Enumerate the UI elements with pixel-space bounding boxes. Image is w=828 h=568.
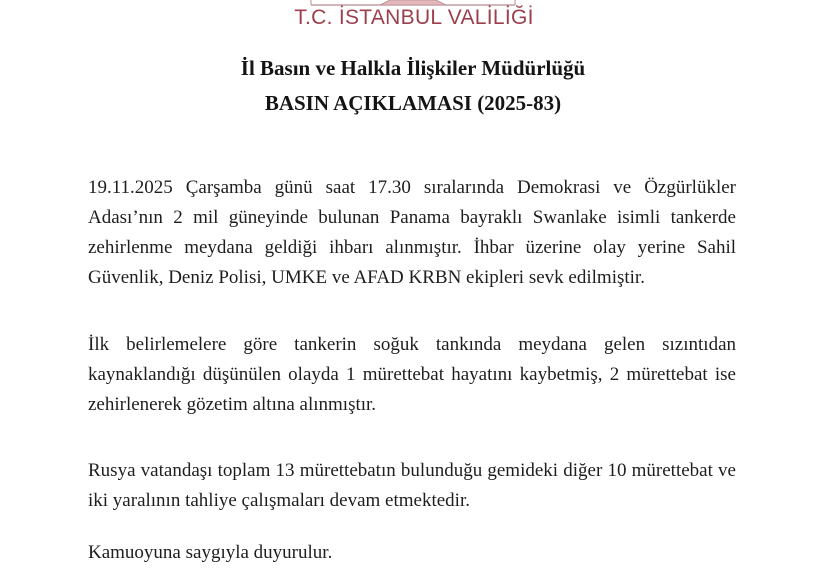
paragraph-line: 19.11.2025 Çarşamba günü saat 17.30 sıralarında Demokrasi ve Özgürlükler: [88, 177, 736, 198]
paragraph-incident-report: [88, 173, 736, 293]
paragraph-line: zehirlenerek gözetim altına alınmıştır.: [88, 394, 377, 415]
department-heading: İl Basın ve Halkla İlişkiler Müdürlüğü: [240, 56, 586, 80]
letterhead-title: T.C. İSTANBUL VALİLİĞİ: [294, 6, 534, 29]
paragraph-line: kaynaklandığı düşünülen olayda 1 mürettebat hayatını kaybetmiş, 2 mürettebat ise: [88, 364, 736, 385]
document-title: BASIN AÇIKLAMASI (2025-83): [264, 91, 562, 115]
paragraph-line: Adası’nın 2 mil güneyinde bulunan Panama bayraklı Swanlake isimli tankerde: [88, 207, 736, 228]
paragraph-evacuation: [88, 456, 736, 516]
paragraph-line: iki yaralının tahliye çalışmaları devam etmektedir.: [88, 490, 470, 511]
paragraph-line: zehirlenme meydana geldiği ihbarı alınmıştır. İhbar üzerine olay yerine Sahil: [88, 237, 736, 258]
paragraph-line: Rusya vatandaşı toplam 13 mürettebatın bulunduğu gemideki diğer 10 mürettebat ve: [88, 460, 736, 481]
paragraph-line: Güvenlik, Deniz Polisi, UMKE ve AFAD KRBN ekipleri sevk edilmiştir.: [88, 267, 645, 288]
closing-statement: Kamuoyuna saygıyla duyurulur.: [88, 542, 333, 563]
paragraph-line: İlk belirlemelere göre tankerin soğuk tankında meydana gelen sızıntıdan: [88, 334, 736, 355]
paragraph-casualties: [88, 330, 736, 420]
